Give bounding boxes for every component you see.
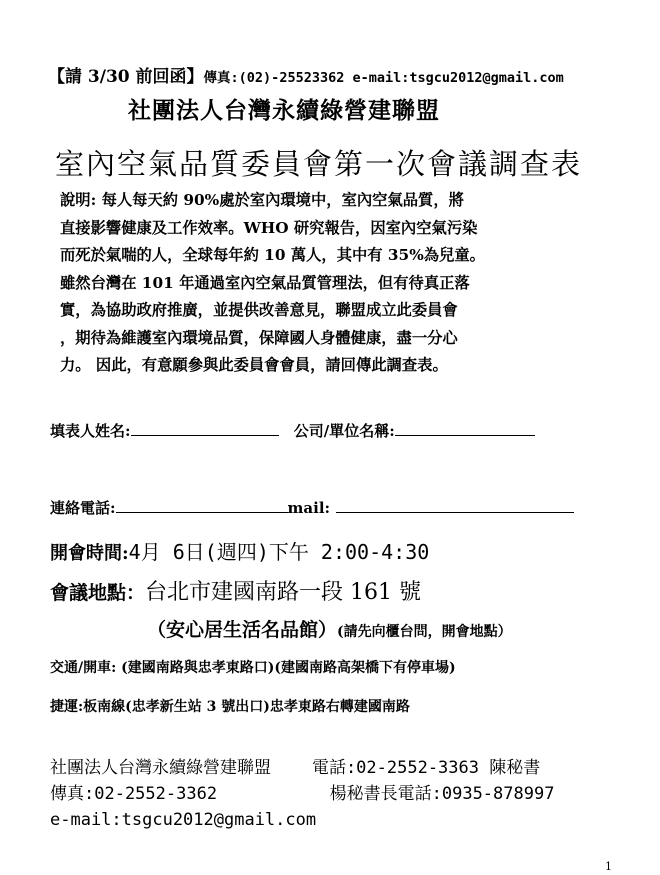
meeting-place-label: 會議地點： [50, 582, 146, 604]
phone-label: 連絡電話: [50, 499, 116, 517]
mail-label: mail: [287, 499, 331, 517]
phone-mail-row [50, 497, 574, 518]
venue-name: （安心居生活名品館） [147, 619, 338, 641]
description-line: 實，為協助政府推廣，並提供改善意見，聯盟成立此委員會 [60, 301, 458, 319]
venue-note: (請先向櫃台問，開會地點） [337, 624, 512, 640]
description-line: 力。 因此，有意願參與此委員會會員，請回傳此調查表。 [60, 356, 448, 374]
header-notice-line [48, 62, 564, 87]
footer-line: 社團法人台灣永續綠營建聯盟 電話:02-2552-3363 陳秘書 [50, 758, 541, 778]
name-blank-field[interactable] [131, 421, 279, 436]
description-line: ，期待為維護室內環境品質，保障國人身體健康，盡一分心 [60, 328, 458, 347]
mail-blank-field[interactable] [336, 498, 574, 513]
footer-line: 傳真:02-2552-3362 楊秘書長電話:0935-878997 [50, 784, 555, 804]
company-label: 公司/單位名稱: [293, 422, 395, 440]
reply-deadline-notice: 【請 3/30 前回函】 [48, 67, 204, 87]
venue-row [147, 615, 512, 642]
transport-driving-info: 交通/開車: (建國南路與忠孝東路口)(建國南路高架橋下有停車場) [50, 660, 456, 676]
company-blank-field[interactable] [395, 421, 535, 436]
meeting-place-row [50, 575, 421, 606]
description-line: 說明: 每人每天約 90%處於室內環境中，室內空氣品質，將 [60, 191, 464, 209]
document-title: 室內空氣品質委員會第一次會議調查表 [55, 147, 583, 181]
description-line: 直接影響健康及工作效率。WHO 研究報告，因室內空氣污染 [60, 218, 478, 237]
transport-metro-info: 捷運:板南線(忠孝新生站 3 號出口)忠孝東路右轉建國南路 [50, 699, 410, 715]
page-number: 1 [605, 860, 612, 873]
meeting-time-value: 4月 6日(週四)下午 2:00-4:30 [128, 540, 430, 564]
description-line: 而死於氣喘的人，全球每年約 10 萬人，其中有 35%為兒童。 [60, 246, 485, 264]
phone-blank-field[interactable] [116, 498, 288, 513]
name-company-row [50, 420, 535, 441]
meeting-place-value: 台北市建國南路一段 161 號 [145, 580, 421, 605]
meeting-time-row [50, 536, 429, 565]
description-block [60, 187, 600, 380]
meeting-time-label: 開會時間: [50, 543, 129, 564]
description-line: 雖然台灣在 101 年通過室內空氣品質管理法，但有待真正落 [60, 273, 470, 292]
fax-email-contact: 傳真:(02)-25523362 e-mail:tsgcu2012@gmail.com [203, 70, 564, 86]
name-label: 填表人姓名: [50, 422, 131, 440]
footer-contact-block [50, 755, 554, 833]
footer-line: e-mail:tsgcu2012@gmail.com [50, 810, 317, 830]
organization-title: 社團法人台灣永續綠營建聯盟 [128, 97, 440, 124]
